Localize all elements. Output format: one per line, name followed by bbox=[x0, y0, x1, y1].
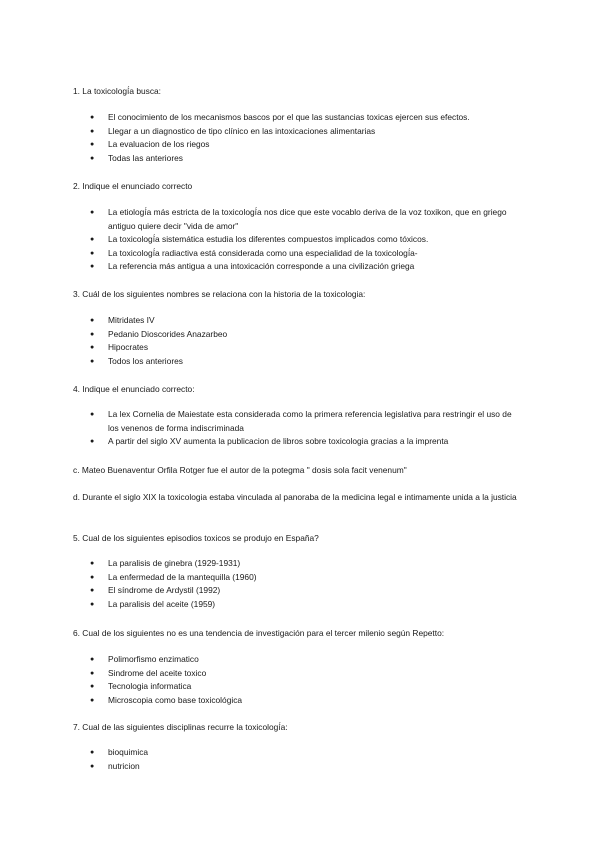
list-item: ● Microscopia como base toxicológica bbox=[90, 694, 520, 708]
list-item: ● La enfermedad de la mantequilla (1960) bbox=[90, 571, 520, 585]
bullet-icon: ● bbox=[90, 249, 95, 257]
question-2-options bbox=[90, 206, 520, 274]
question-2: 2. Indique el enunciado correcto bbox=[73, 181, 193, 191]
question-7: 7. Cual de las siguientes disciplinas recurre la toxicologí́a: bbox=[73, 722, 288, 732]
list-item: ● nutricion bbox=[90, 760, 520, 774]
list-item: ● La lex Cornelia de Maiestate esta considerada como la primera referencia legislativa para restringir el uso de los venenos de forma indiscriminada bbox=[90, 409, 512, 433]
question-1: 1. La toxicologí́a busca: bbox=[73, 86, 161, 96]
list-item: ● Todas las anteriores bbox=[90, 152, 520, 166]
list-item: ● La toxicologí́a sistemática estudia los diferentes compuestos implicados como tóxicos. bbox=[90, 233, 520, 247]
statement-d: d. Durante el siglo XIX la toxicologia estaba vinculada al panoraba de la medicina legal e intimamente unida a la justicia bbox=[73, 492, 517, 502]
list-item: ● La toxicologí́a radiactiva está considerada como una especialidad de la toxicologí́a- bbox=[90, 247, 520, 261]
question-6-options bbox=[90, 653, 520, 707]
list-item: ● A partir del siglo XV aumenta la publicacion de libros sobre toxicologia gracias a la imprenta bbox=[90, 435, 520, 449]
bullet-icon: ● bbox=[90, 749, 95, 756]
list-item: ● Todos los anteriores bbox=[90, 355, 520, 369]
question-7-options bbox=[90, 746, 520, 773]
bullet-icon: ● bbox=[90, 209, 95, 216]
list-item: ● La etiologí́a más estricta de la toxicologí́a nos dice que este vocablo deriva de la voz toxikon, que en griego antiguo quiere decir "vida de amor" bbox=[90, 207, 507, 231]
bullet-icon: ● bbox=[90, 438, 95, 445]
question-1-options bbox=[90, 111, 520, 165]
question-4-options bbox=[90, 408, 520, 449]
list-item: ● La paralisis del aceite (1959) bbox=[90, 598, 520, 612]
bullet-icon: ● bbox=[90, 114, 95, 121]
statement-c: c. Mateo Buenaventur Orfila Rotger fue el autor de la potegma " dosis sola facit venenum" bbox=[73, 465, 407, 475]
list-item: ● La paralisis de ginebra (1929-1931) bbox=[90, 557, 520, 571]
bullet-icon: ● bbox=[90, 669, 95, 677]
list-item: ● Hipocrates bbox=[90, 341, 520, 355]
question-6: 6. Cual de los siguientes no es una tendencia de investigación para el tercer milenio según Repetto: bbox=[73, 628, 445, 638]
question-4: 4. Indique el enunciado correcto: bbox=[73, 384, 195, 394]
list-item: ● Mitridates IV bbox=[90, 314, 520, 328]
bullet-icon: ● bbox=[90, 344, 95, 351]
question-5-options bbox=[90, 557, 520, 611]
list-item: ● bioquimica bbox=[90, 746, 520, 760]
bullet-icon: ● bbox=[90, 411, 95, 418]
bullet-icon: ● bbox=[90, 560, 95, 567]
list-item: ● Tecnologia informatica bbox=[90, 680, 520, 694]
list-item: ● El síndrome de Ardystil (1992) bbox=[90, 584, 520, 598]
bullet-icon: ● bbox=[90, 236, 95, 243]
bullet-icon: ● bbox=[90, 154, 95, 162]
list-item: ● La evaluacion de los riegos bbox=[90, 138, 520, 152]
bullet-icon: ● bbox=[90, 762, 95, 770]
bullet-icon: ● bbox=[90, 683, 95, 690]
bullet-icon: ● bbox=[90, 127, 95, 135]
bullet-icon: ● bbox=[90, 587, 95, 594]
list-item: ● La referencia más antigua a una intoxicación corresponde a una civilización griega bbox=[90, 260, 520, 274]
list-item: ● El conocimiento de los mecanismos bascos por el que las sustancias toxicas ejercen sus efectos. bbox=[90, 111, 520, 125]
list-item: ● Llegar a un diagnostico de tipo clínico en las intoxicaciones alimentarias bbox=[90, 125, 520, 139]
bullet-icon: ● bbox=[90, 696, 95, 704]
bullet-icon: ● bbox=[90, 656, 95, 663]
bullet-icon: ● bbox=[90, 357, 95, 365]
bullet-icon: ● bbox=[90, 141, 95, 148]
question-3: 3. Cuál de los siguientes nombres se relaciona con la historia de la toxicologia: bbox=[73, 289, 366, 299]
list-item: ● Sindrome del aceite toxico bbox=[90, 667, 520, 681]
bullet-icon: ● bbox=[90, 263, 95, 270]
list-item: ● Pedanio Dioscorides Anazarbeo bbox=[90, 328, 520, 342]
question-3-options bbox=[90, 314, 520, 368]
bullet-icon: ● bbox=[90, 330, 95, 338]
bullet-icon: ● bbox=[90, 600, 95, 608]
bullet-icon: ● bbox=[90, 573, 95, 581]
bullet-icon: ● bbox=[90, 317, 95, 324]
question-5: 5. Cual de los siguientes episodios toxicos se produjo en España? bbox=[73, 533, 319, 543]
list-item: ● Polimorfismo enzimatico bbox=[90, 653, 520, 667]
